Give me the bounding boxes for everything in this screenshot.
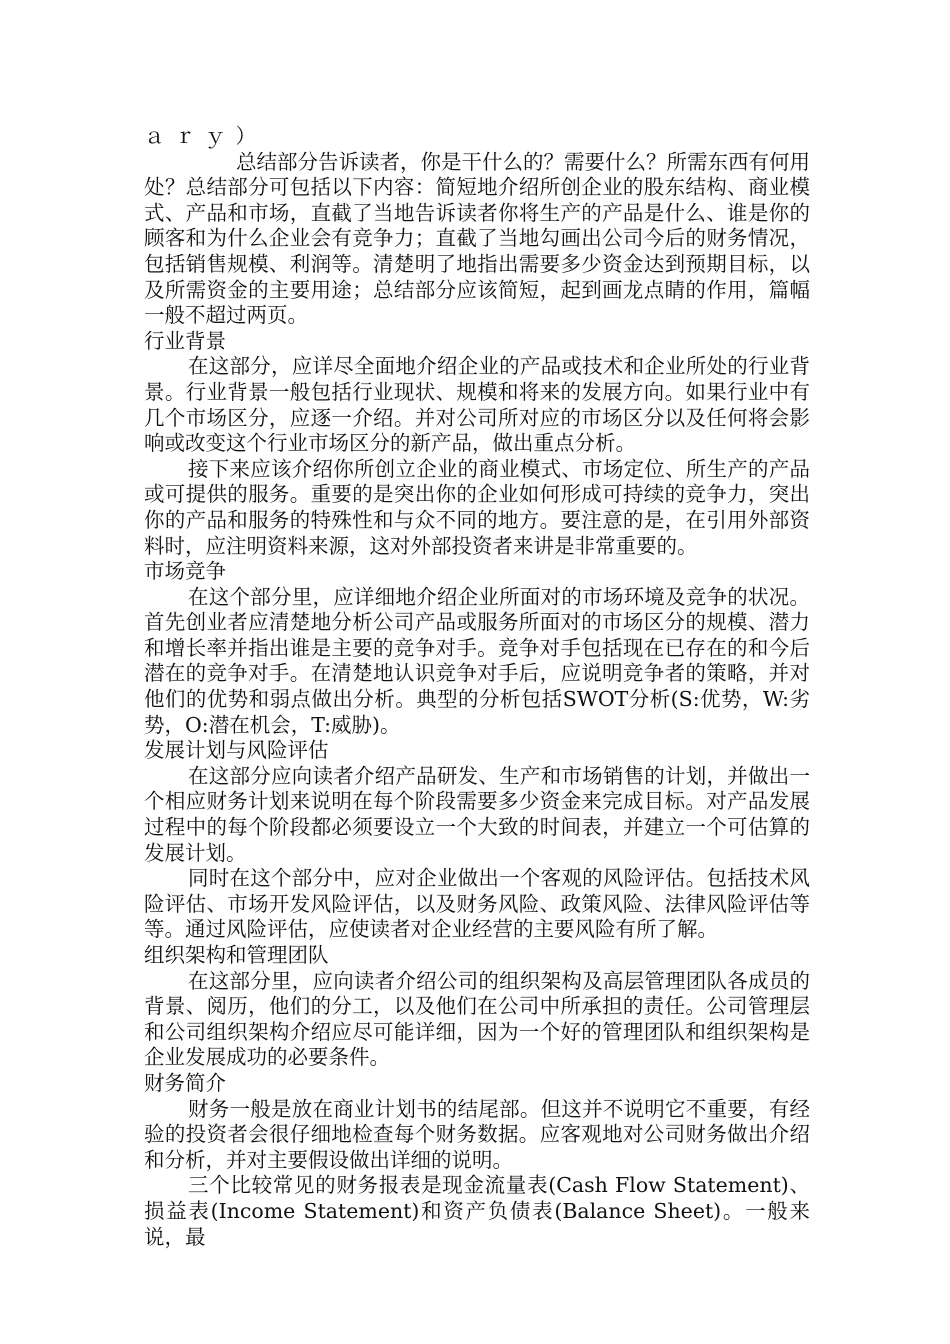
paragraph: 在这部分应向读者介绍产品研发、生产和市场销售的计划，并做出一个相应财务计划来说明在每个阶段需要多少资金来完成目标。对产品发展过程中的每个阶段都必须要设立一个大致的时间表，并建立一个可估算的发展计划。 (144, 763, 810, 865)
paragraph: 三个比较常见的财务报表是现金流量表(Cash Flow Statement)、损益表(Income Statement)和资产负债表(Balance Sheet)。一般来说，最 (144, 1173, 810, 1249)
paragraph: 在这部分，应详尽全面地介绍企业的产品或技术和企业所处的行业背景。行业背景一般包括行业现状、规模和将来的发展方向。如果行业中有几个市场区分，应逐一介绍。并对公司所对应的市场区分以及任何将会影响或改变这个行业市场区分的新产品，做出重点分析。 (144, 354, 810, 456)
paragraph: 同时在这个部分中，应对企业做出一个客观的风险评估。包括技术风险评估、市场开发风险评估，以及财务风险、政策风险、法律风险评估等等。通过风险评估，应使读者对企业经营的主要风险有所了解。 (144, 866, 810, 942)
section-heading-plan-risk: 发展计划与风险评估 (144, 738, 329, 763)
summary-paragraph: 总结部分告诉读者，你是干什么的？需要什么？所需东西有何用处？总结部分可包括以下内容：简短地介绍所创企业的股东结构、商业模式、产品和市场，直截了当地告诉读者你将生产的产品是什么、谁是你的顾客和为什么企业会有竞争力；直截了当地勾画出公司今后的财务情况，包括销售规模、利润等。清楚明了地指出需要多少资金达到预期目标，以及所需资金的主要用途；总结部分应该简短，起到画龙点睛的作用，篇幅一般不超过两页。 (144, 149, 810, 328)
text-fragment: ａｒｙ） (144, 124, 266, 148)
document-body (144, 124, 810, 1250)
paragraph: 在这个部分里，应详细地介绍企业所面对的市场环境及竞争的状况。首先创业者应清楚地分析公司产品或服务所面对的市场区分的规模、潜力和增长率并指出谁是主要的竞争对手。竞争对手包括现在已存在的和今后潜在的竞争对手。在清楚地认识竞争对手后，应说明竞争者的策略，并对他们的优势和弱点做出分析。典型的分析包括SWOT分析(S:优势，W:劣势，O:潜在机会，T:威胁)。 (144, 584, 810, 737)
section-heading-industry: 行业背景 (144, 328, 226, 353)
paragraph: 接下来应该介绍你所创立企业的商业模式、市场定位、所生产的产品或可提供的服务。重要的是突出你的企业如何形成可持续的竞争力，突出你的产品和服务的特殊性和与众不同的地方。要注意的是，在引用外部资料时，应注明资料来源，这对外部投资者来讲是非常重要的。 (144, 456, 810, 558)
section-heading-finance: 财务简介 (144, 1070, 226, 1095)
paragraph: 在这部分里，应向读者介绍公司的组织架构及高层管理团队各成员的背景、阅历，他们的分工，以及他们在公司中所承担的责任。公司管理层和公司组织架构介绍应尽可能详细，因为一个好的管理团队和组织架构是企业发展成功的必要条件。 (144, 968, 810, 1070)
section-heading-organization: 组织架构和管理团队 (144, 943, 329, 967)
section-heading-competition: 市场竞争 (144, 559, 226, 584)
paragraph: 财务一般是放在商业计划书的结尾部。但这并不说明它不重要，有经验的投资者会很仔细地检查每个财务数据。应客观地对公司财务做出介绍和分析，并对主要假设做出详细的说明。 (144, 1096, 810, 1172)
